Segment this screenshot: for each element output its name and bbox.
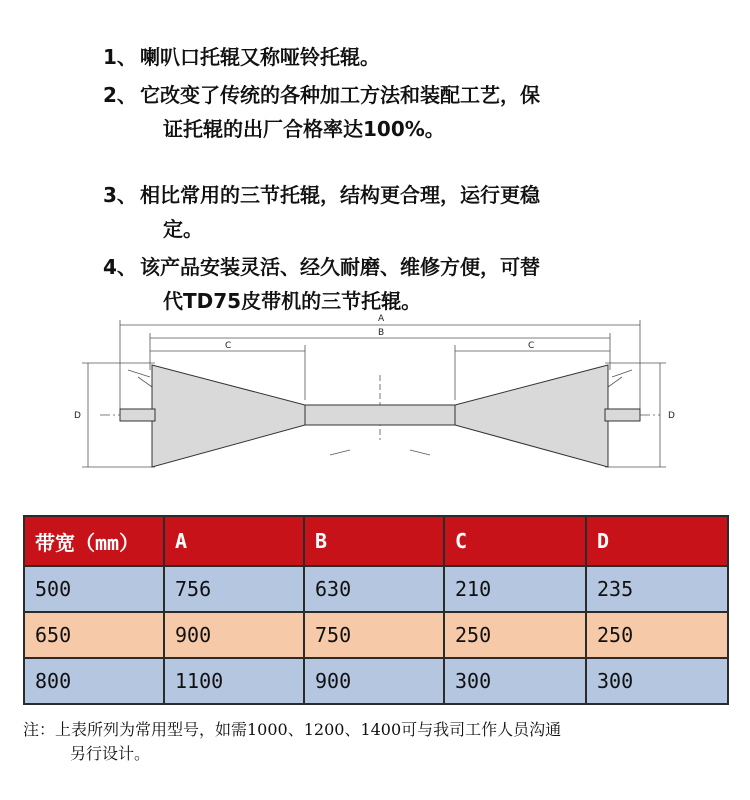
table-cell: 300 <box>586 658 728 704</box>
feature-text: 喇叭口托辊又称哑铃托辊。 <box>140 45 380 69</box>
table-header-row <box>24 516 728 566</box>
right-shaft-end <box>605 409 640 421</box>
left-shaft-end <box>120 409 155 421</box>
table-cell: 250 <box>586 612 728 658</box>
table-cell: 650 <box>24 612 164 658</box>
table-cell: 800 <box>24 658 164 704</box>
header-belt-width: 带宽（mm） <box>24 516 164 566</box>
label-a: A <box>378 314 385 324</box>
feature-text-continued: 证托辊的出厂合格率达100%。 <box>163 117 445 141</box>
footnote <box>23 718 723 766</box>
feature-number: 2、 <box>103 83 137 107</box>
center-tube <box>305 405 455 425</box>
table-row <box>24 566 728 612</box>
feature-text: 该产品安装灵活、经久耐磨、维修方便，可替 <box>140 255 540 279</box>
header-c: C <box>444 516 586 566</box>
spec-table <box>23 515 729 705</box>
table-cell: 756 <box>164 566 304 612</box>
feature-text-continued: 定。 <box>163 217 203 241</box>
label-d-left: D <box>74 411 81 421</box>
feature-text: 它改变了传统的各种加工方法和装配工艺，保 <box>140 83 540 107</box>
table-cell: 750 <box>304 612 444 658</box>
feature-number: 3、 <box>103 183 137 207</box>
table-cell: 210 <box>444 566 586 612</box>
table-cell: 900 <box>164 612 304 658</box>
feature-text: 相比常用的三节托辊，结构更合理，运行更稳 <box>140 183 540 207</box>
header-d: D <box>586 516 728 566</box>
table-cell: 630 <box>304 566 444 612</box>
label-d-right: D <box>668 411 675 421</box>
label-c-right: C <box>528 341 535 351</box>
header-a: A <box>164 516 304 566</box>
label-c-left: C <box>225 341 232 351</box>
footnote-line-1: 注：上表所列为常用型号，如需1000、1200、1400可与我司工作人员沟通 <box>23 720 562 739</box>
roller-drawing <box>60 305 690 480</box>
label-b: B <box>378 328 385 338</box>
roller-drawing-svg <box>60 305 690 480</box>
left-flared-roller <box>152 365 305 467</box>
table-cell: 250 <box>444 612 586 658</box>
table-cell: 235 <box>586 566 728 612</box>
feature-number: 1、 <box>103 45 137 69</box>
feature-text-continued: 代TD75皮带机的三节托辊。 <box>163 289 422 313</box>
table-row <box>24 658 728 704</box>
table-cell: 300 <box>444 658 586 704</box>
right-flared-roller <box>455 365 608 467</box>
footnote-line-2: 另行设计。 <box>70 744 151 763</box>
table-cell: 500 <box>24 566 164 612</box>
header-b: B <box>304 516 444 566</box>
feature-number: 4、 <box>103 255 137 279</box>
table-cell: 900 <box>304 658 444 704</box>
table-row <box>24 612 728 658</box>
table-cell: 1100 <box>164 658 304 704</box>
